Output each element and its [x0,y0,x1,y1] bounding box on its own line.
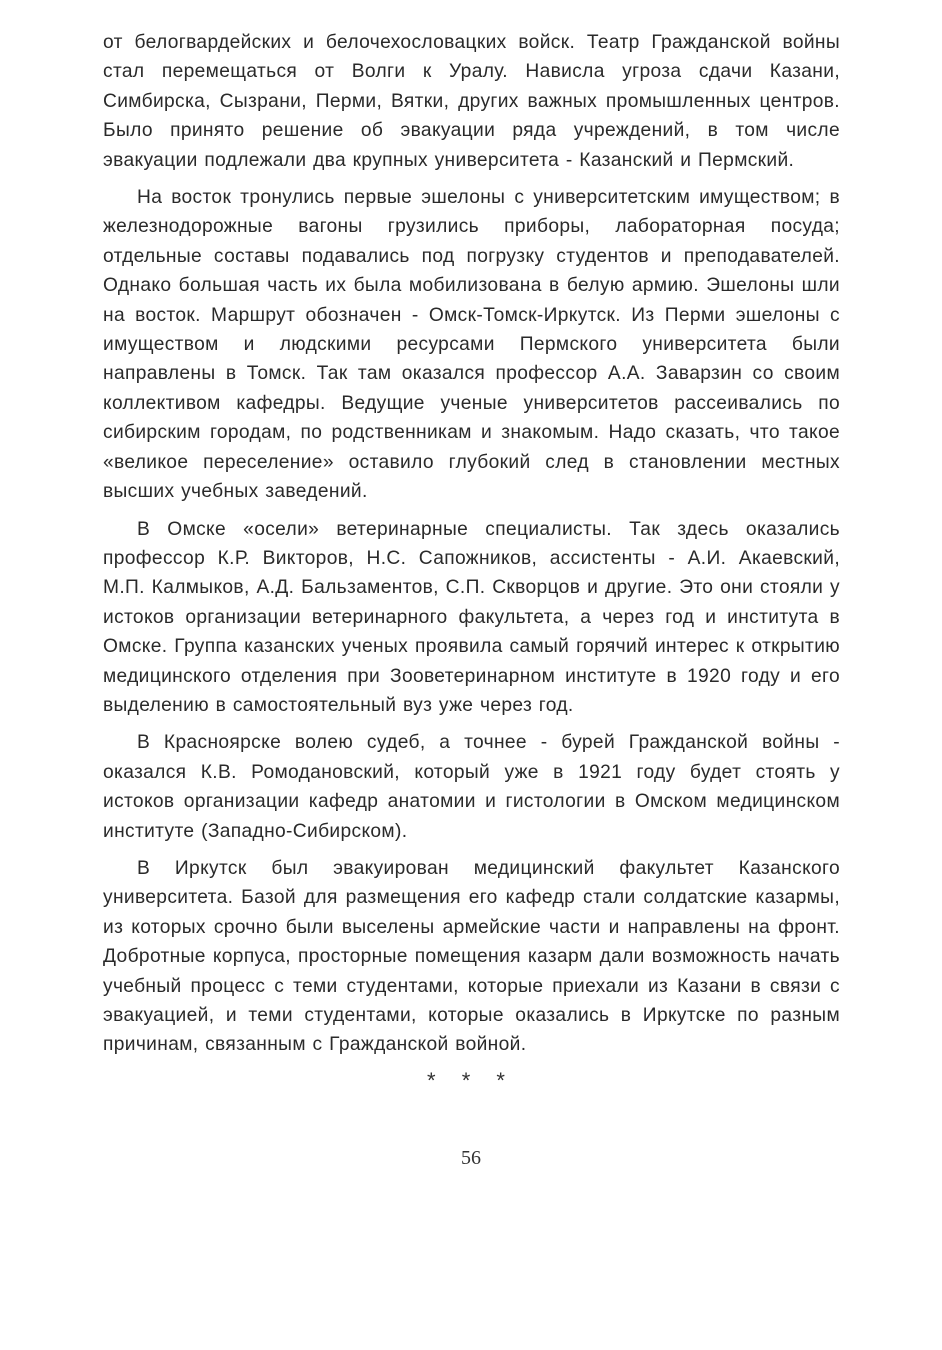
page-number: 56 [461,1147,481,1169]
body-text [103,28,840,1068]
paragraph-5: В Иркутск был эвакуирован медицинский факультет Казанского университета. Базой для размещения его кафедр стали солдатские казармы, из которых срочно были выселены армейские части и направлены на фронт. Добротные корпуса, просторные помещения казарм дали возможность начать учебный процесс с теми студентами, которые приехали из Казани в связи с эвакуацией, и теми студентами, которые оказались в Иркутске по разным причинам, связанным с Гражданской войной. [103,857,840,1056]
paragraph-4: В Красноярске волею судеб, а точнее - бурей Гражданской войны - оказался К.В. Ромодановский, который уже в 1921 году будет стоять у истоков организации кафедр анатомии и гистологии в Омском медицинском институте (Западно-Сибирском). [103,732,840,842]
paragraph-3: В Омске «осели» ветеринарные специалисты. Так здесь оказались профессор К.Р. Викторов, Н.С. Сапожников, ассистенты - А.И. Акаевский, М.П. Калмыков, А.Д. Бальзаментов, С.П. Скворцов и другие. Это они стояли у истоков организации ветеринарного факультета, а через год и института в Омске. Группа казанских ученых проявила самый горячий интерес к открытию медицинского отделения при Зооветеринарном институте в 1920 году и его выделению в самостоятельный вуз уже через год. [103,518,840,716]
paragraph-2: На восток тронулись первые эшелоны с университетским имуществом; в железнодорожные вагоны грузились приборы, лабораторная посуда; отдельные составы подавались под погрузку студентов и преподавателей. Однако большая часть их была мобилизована в белую армию. Эшелоны шли на восток. Маршрут обозначен - Омск-Томск-Иркутск. Из Перми эшелоны с имуществом и людскими ресурсами Пермского университета были направлены в Томск. Так там оказался профессор А.А. Заварзин со своим коллективом кафедры. Ведущие ученые университетов рассеивались по сибирским городам, по родственникам и знакомым. Надо сказать, что такое «великое переселение» оставило глубокий след в становлении местных высших учебных заведений. [103,187,840,503]
section-separator: * * * [427,1068,515,1093]
paragraph-1: от белогвардейских и белочехословацких войск. Театр Гражданской войны стал перемещаться от Волги к Уралу. Нависла угроза сдачи Казани, Симбирска, Сызрани, Перми, Вятки, других важных промышленных центров. Было принято решение об эвакуации ряда учреждений, в том числе эвакуации подлежали два крупных университета - Казанский и Пермский. [103,32,840,171]
